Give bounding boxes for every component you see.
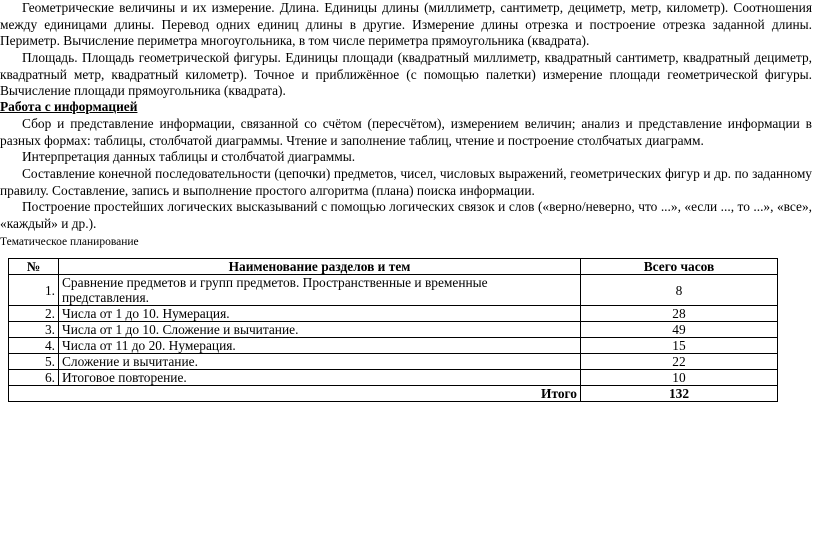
table-row — [9, 322, 778, 338]
row-name: Сравнение предметов и групп предметов. Пространственные и временные представления. — [59, 275, 581, 306]
plan-title: Тематическое планирование — [0, 236, 139, 248]
row-hours: 8 — [581, 275, 778, 306]
table-total-row — [9, 386, 778, 402]
row-name: Числа от 1 до 10. Сложение и вычитание. — [59, 322, 581, 338]
table-row — [9, 354, 778, 370]
table-header-row — [9, 259, 778, 275]
row-name: Итоговое повторение. — [59, 370, 581, 386]
row-hours: 22 — [581, 354, 778, 370]
table-row — [9, 338, 778, 354]
row-name: Сложение и вычитание. — [59, 354, 581, 370]
table-row — [9, 275, 778, 306]
table-row — [9, 306, 778, 322]
row-name: Числа от 1 до 10. Нумерация. — [59, 306, 581, 322]
paragraph-logic: Построение простейших логических высказываний с помощью логических связок и слов («верно/неверно, что ...», «если ..., то ...», «все», «каждый» и др.). — [0, 199, 812, 231]
row-num: 4. — [9, 338, 59, 354]
table-row — [9, 370, 778, 386]
row-hours: 28 — [581, 306, 778, 322]
paragraph-area: Площадь. Площадь геометрической фигуры. Единицы площади (квадратный миллиметр, квадратный сантиметр, квадратный дециметр, квадратный метр, квадратный километр). Точное и приближённое (с помощью палетки) измерение площади геометрической фигуры. Вычисление площади прямоугольника (квадрата). — [0, 50, 812, 99]
total-value: 132 — [581, 386, 778, 402]
row-num: 5. — [9, 354, 59, 370]
row-hours: 15 — [581, 338, 778, 354]
row-hours: 49 — [581, 322, 778, 338]
row-num: 6. — [9, 370, 59, 386]
section-heading-information: Работа с информацией — [0, 99, 138, 114]
row-num: 2. — [9, 306, 59, 322]
paragraph-interpretation: Интерпретация данных таблицы и столбчатой диаграммы. — [22, 149, 356, 164]
plan-table — [8, 258, 778, 402]
row-num: 3. — [9, 322, 59, 338]
paragraph-info-collection: Сбор и представление информации, связанной со счётом (пересчётом), измерением величин; анализ и представление информации в разных формах: таблицы, столбчатой диаграммы. Чтение и заполнение таблиц, чтение и построение столбчатых диаграмм. — [0, 116, 812, 148]
row-name: Числа от 11 до 20. Нумерация. — [59, 338, 581, 354]
row-hours: 10 — [581, 370, 778, 386]
header-hours: Всего часов — [581, 259, 778, 275]
paragraph-sequence: Составление конечной последовательности (цепочки) предметов, чисел, числовых выражений, геометрических фигур и др. по заданному правилу. Составление, запись и выполнение простого алгоритма (плана) поиска информации. — [0, 166, 812, 198]
row-num: 1. — [9, 275, 59, 306]
header-num: № — [9, 259, 59, 275]
header-name: Наименование разделов и тем — [59, 259, 581, 275]
total-label: Итого — [9, 386, 581, 402]
paragraph-geometric-quantities: Геометрические величины и их измерение. Длина. Единицы длины (миллиметр, сантиметр, дециметр, метр, километр). Соотношения между единицами длины. Перевод одних единиц длины в другие. Измерение длины отрезка и построение отрезка заданной длины. Периметр. Вычисление периметра многоугольника, в том числе периметра прямоугольника (квадрата). — [0, 0, 812, 49]
